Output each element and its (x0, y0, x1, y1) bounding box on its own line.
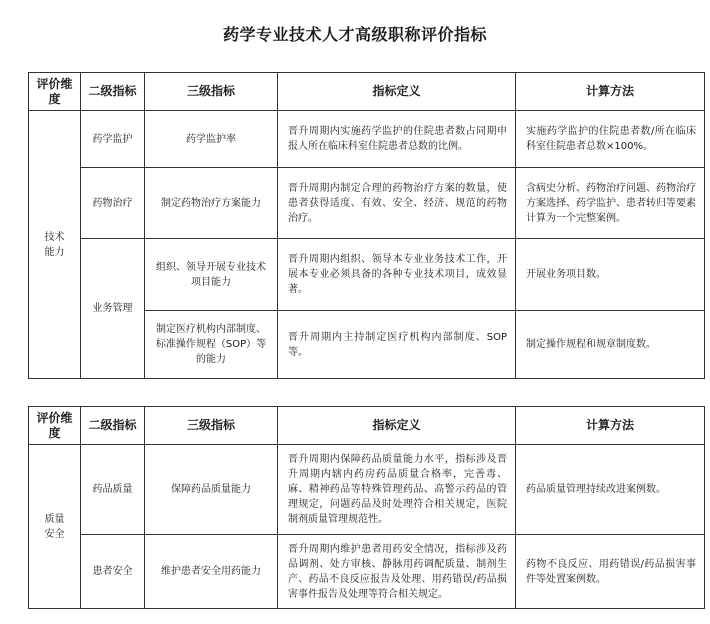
header-level2: 二级指标 (81, 407, 145, 445)
dimension-cell: 质量安全 (29, 445, 81, 609)
level2-cell: 药物治疗 (81, 168, 145, 239)
definition-cell: 晋升周期内保障药品质量能力水平，指标涉及晋升周期内辖内药房药品质量合格率，完善毒、麻、精神药品等特殊管理药品、高警示药品的管理规定，问题药品及时处理符合相关规定，医院制剂质量管理规范性。 (278, 445, 516, 535)
level2-cell: 药学监护 (81, 111, 145, 168)
table-row (29, 168, 705, 239)
header-level3: 三级指标 (145, 407, 278, 445)
header-definition: 指标定义 (278, 73, 516, 111)
definition-cell: 晋升周期内维护患者用药安全情况，指标涉及药品调剂、处方审核、静脉用药调配质量、制剂生产、药品不良反应报告及处理、用药错误/药品损害事件报告及处理等符合相关规定。 (278, 535, 516, 609)
level3-cell: 制定药物治疗方案能力 (145, 168, 278, 239)
page-title: 药学专业技术人才高级职称评价指标 (222, 25, 487, 44)
table-row (29, 239, 705, 311)
header-definition: 指标定义 (278, 407, 516, 445)
level3-cell: 保障药品质量能力 (145, 445, 278, 535)
level3-cell: 组织、领导开展专业技术项目能力 (145, 239, 278, 311)
header-level3: 三级指标 (145, 73, 278, 111)
table-header-row (29, 73, 705, 111)
header-level2: 二级指标 (81, 73, 145, 111)
table-row (29, 535, 705, 609)
method-cell: 药物不良反应、用药错误/药品损害事件等处置案例数。 (516, 535, 705, 609)
level3-cell: 药学监护率 (145, 111, 278, 168)
table-row (29, 445, 705, 535)
header-method: 计算方法 (516, 407, 705, 445)
table-row (29, 111, 705, 168)
method-cell: 实施药学监护的住院患者数/所在临床科室住院患者总数×100%。 (516, 111, 705, 168)
method-cell: 含病史分析、药物治疗问题、药物治疗方案选择、药学监护、患者转归等要素计算为一个完整案例。 (516, 168, 705, 239)
definition-cell: 晋升周期内主持制定医疗机构内部制度、SOP等。 (278, 311, 516, 379)
definition-cell: 晋升周期内制定合理的药物治疗方案的数量，使患者获得适度、有效、安全、经济、规范的药物治疗。 (278, 168, 516, 239)
level2-cell: 药品质量 (81, 445, 145, 535)
definition-cell: 晋升周期内实施药学监护的住院患者数占同期申报人所在临床科室住院患者总数的比例。 (278, 111, 516, 168)
header-dimension: 评价维度 (29, 407, 81, 445)
method-cell: 开展业务项目数。 (516, 239, 705, 311)
definition-cell: 晋升周期内组织、领导本专业业务技术工作，开展本专业必须具备的各种专业技术项目，成效显著。 (278, 239, 516, 311)
table-header-row (29, 407, 705, 445)
dimension-cell: 技术能力 (29, 111, 81, 379)
method-cell: 制定操作规程和规章制度数。 (516, 311, 705, 379)
level2-cell: 患者安全 (81, 535, 145, 609)
level3-cell: 制定医疗机构内部制度、标准操作规程（SOP）等的能力 (145, 311, 278, 379)
indicator-table-technical (28, 72, 705, 379)
indicator-table-quality (28, 406, 705, 609)
method-cell: 药品质量管理持续改进案例数。 (516, 445, 705, 535)
header-method: 计算方法 (516, 73, 705, 111)
header-dimension: 评价维度 (29, 73, 81, 111)
level2-cell: 业务管理 (81, 239, 145, 379)
level3-cell: 维护患者安全用药能力 (145, 535, 278, 609)
